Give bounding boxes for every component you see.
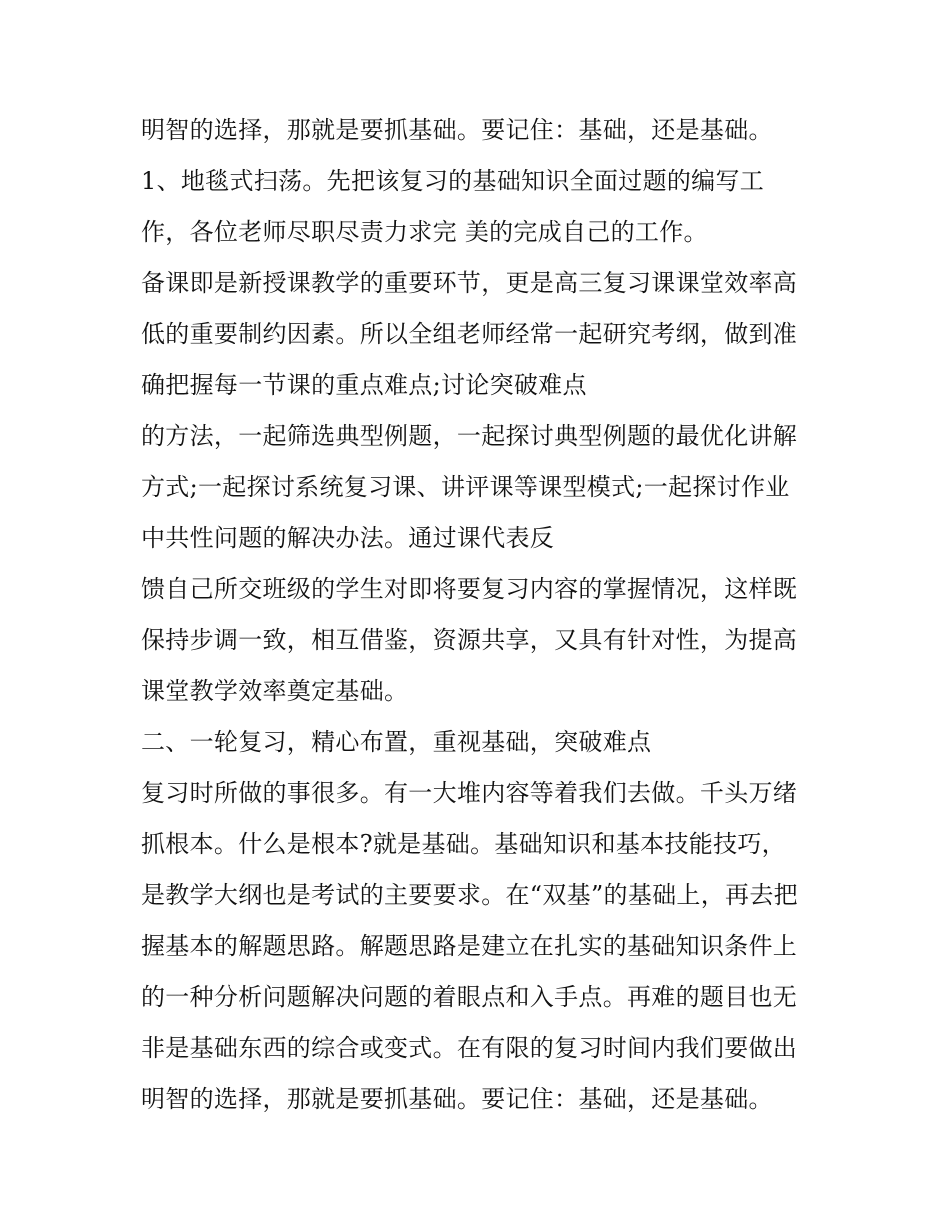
text-line: 握基本的解题思路。解题思路是建立在扎实的基础知识条件上	[141, 932, 798, 960]
text-line: 抓根本。什么是根本?就是基础。基础知识和基本技能技巧，	[141, 830, 786, 858]
text-line: 是教学大纲也是考试的主要要求。在“双基”的基础上，再去把	[141, 881, 798, 909]
text-line: 复习时所做的事很多。有一大堆内容等着我们去做。千头万绪	[141, 779, 798, 807]
text-line: 中共性问题的解决办法。通过课代表反	[141, 524, 555, 552]
text-line: 保持步调一致，相互借鉴，资源共享，又具有针对性，为提高	[141, 626, 798, 654]
text-line: 的方法，一起筛选典型例题，一起探讨典型例题的最优化讲解	[141, 422, 798, 450]
text-line: 方式;一起探讨系统复习课、讲评课等课型模式;一起探讨作业	[141, 473, 790, 501]
document-body	[141, 110, 831, 1130]
section-heading: 二、一轮复习，精心布置，重视基础，突破难点	[141, 728, 652, 756]
text-line: 馈自己所交班级的学生对即将要复习内容的掌握情况，这样既	[141, 575, 798, 603]
text-line: 的一种分析问题解决问题的着眼点和入手点。再难的题目也无	[141, 983, 798, 1011]
text-line: 明智的选择，那就是要抓基础。要记住：基础，还是基础。	[141, 116, 773, 144]
text-line: 备课即是新授课教学的重要环节，更是高三复习课课堂效率高	[141, 269, 798, 297]
text-line: 低的重要制约因素。所以全组老师经常一起研究考纲，做到准	[141, 320, 798, 348]
text-line: 明智的选择，那就是要抓基础。要记住：基础，还是基础。	[141, 1085, 773, 1113]
text-line: 确把握每一节课的重点难点;讨论突破难点	[141, 371, 587, 399]
text-line: 1、地毯式扫荡。先把该复习的基础知识全面过题的编写工	[141, 167, 765, 195]
text-line: 作，各位老师尽职尽责力求完 美的完成自己的工作。	[141, 218, 708, 246]
text-line: 非是基础东西的综合或变式。在有限的复习时间内我们要做出	[141, 1034, 798, 1062]
text-line: 课堂教学效率奠定基础。	[141, 677, 409, 705]
